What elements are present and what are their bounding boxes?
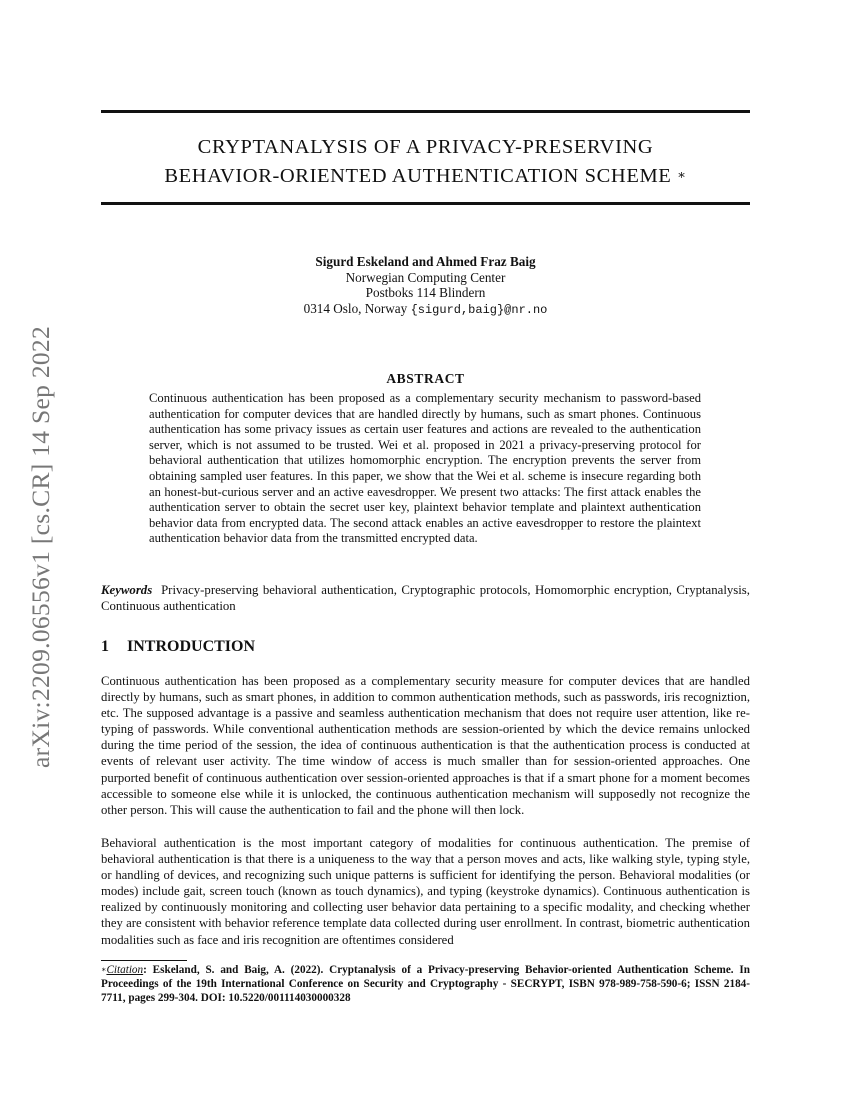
title-line-2 (101, 162, 750, 191)
keywords-label: Keywords (101, 583, 153, 597)
footnote-text: : Eskeland, S. and Baig, A. (2022). Cryptanalysis of a Privacy-preserving Behavior-oriented Authentication Scheme. In Proceedings of the 19th International Conference on Security and Cryptography - SECRYPT, ISBN 978-989-758-590-6; ISSN 2184-7711, pages 299-304. DOI: 10.5220/001114030000328 (101, 964, 750, 1004)
author-address-2: 0314 Oslo, Norway (303, 300, 408, 316)
arxiv-stamp (26, 268, 66, 768)
title-bottom-rule (101, 202, 750, 205)
arxiv-stamp-text: arXiv:2209.06556v1 [cs.CR] 14 Sep 2022 (26, 325, 55, 768)
author-address-2-line (101, 301, 750, 319)
footnote-label: Citation (106, 964, 144, 976)
keywords-block (101, 582, 750, 614)
author-address-1: Postboks 114 Blindern (365, 285, 486, 300)
intro-paragraph-2: Behavioral authentication is the most important category of modalities for continuous authentication. The premise of behavioral authentication is that there is a uniqueness to the way that a person moves and acts, like walking style, typing style, or handling of devices, and recognizing such unique patterns is sufficient for identifying the person. Behavioral modalities (or modes) include gait, screen touch (known as touch dynamics), and typing (keystroke dynamics). Continuous authentication is realized by continuously monitoring and collecting user behavior data pertaining to a specific modality, and checking whether they are consistent with behavior reference template data collected during user enrollment. In contrast, biometric authentication modalities such as face and iris recognition are oftentimes considered (101, 836, 750, 947)
author-block (101, 254, 750, 318)
section-number: 1 (101, 638, 109, 655)
section-heading-introduction (101, 638, 255, 656)
title-footnote-mark: ∗ (677, 167, 687, 182)
abstract-heading: ABSTRACT (386, 371, 465, 386)
title-top-rule (101, 110, 750, 113)
section-title: INTRODUCTION (127, 638, 256, 655)
author-affiliation: Norwegian Computing Center (345, 269, 506, 285)
footnote-mark: ∗ (101, 965, 107, 974)
intro-paragraph-1: Continuous authentication has been proposed as a complementary security measure for computer devices that are handled directly by humans, such as smart phones, in addition to common authentication methods, such as passwords, iris recogniztion, etc. The supposed advantage is a passive and seamless authentication mechanism that does not require user attention, like re-typing of passwords. While conventional authentication methods are session-oriented by which the device remains unlocked during the time period of the session, the idea of continuous authentication is that the authentication process is conducted at events of relevant user activity. The time window of access is much smaller than for session-oriented approaches. One purported benefit of continuous authentication over session-oriented approaches is that if a smart phone for a moment becomes accessible to someone else while it is unlocked, the continuous authentication mechanism will supposedly not recognize the other person. This will cause the authentication to fail and the phone will then lock. (101, 674, 750, 817)
paper-title (101, 133, 750, 191)
keywords-text: Privacy-preserving behavioral authentication, Cryptographic protocols, Homomorphic encryption, Cryptanalysis, Continuous authentication (101, 583, 750, 613)
title-line-1: CRYPTANALYSIS OF A PRIVACY-PRESERVING (197, 136, 654, 158)
title-line-2-text: BEHAVIOR-ORIENTED AUTHENTICATION SCHEME (164, 165, 672, 187)
citation-footnote (101, 963, 750, 1005)
author-names: Sigurd Eskeland and Ahmed Fraz Baig (315, 254, 536, 269)
footnote-rule (101, 960, 187, 961)
abstract-text: Continuous authentication has been proposed as a complementary security mechanism to password-based authentication for computer devices that are handled directly by humans, such as smart phones. Continuous authentication has some privacy issues as certain user features and actions are revealed to the authentication server, which is not assumed to be trusted. Wei et al. proposed in 2021 a privacy-preserving protocol for behavioral authentication that utilizes homomorphic encryption. The encryption prevents the server from obtaining sampled user features. In this paper, we show that the Wei et al. scheme is insecure regarding both an honest-but-curious server and an active eavesdropper. We present two attacks: The first attack enables the authentication server to obtain the secret user key, plaintext behavior template and plaintext authentication behavior data from encrypted data. The second attack enables an active eavesdropper to restore the plaintext authentication behavior data from the transmitted encrypted data. (149, 391, 701, 546)
author-email: {sigurd,baig}@nr.no (410, 302, 548, 317)
